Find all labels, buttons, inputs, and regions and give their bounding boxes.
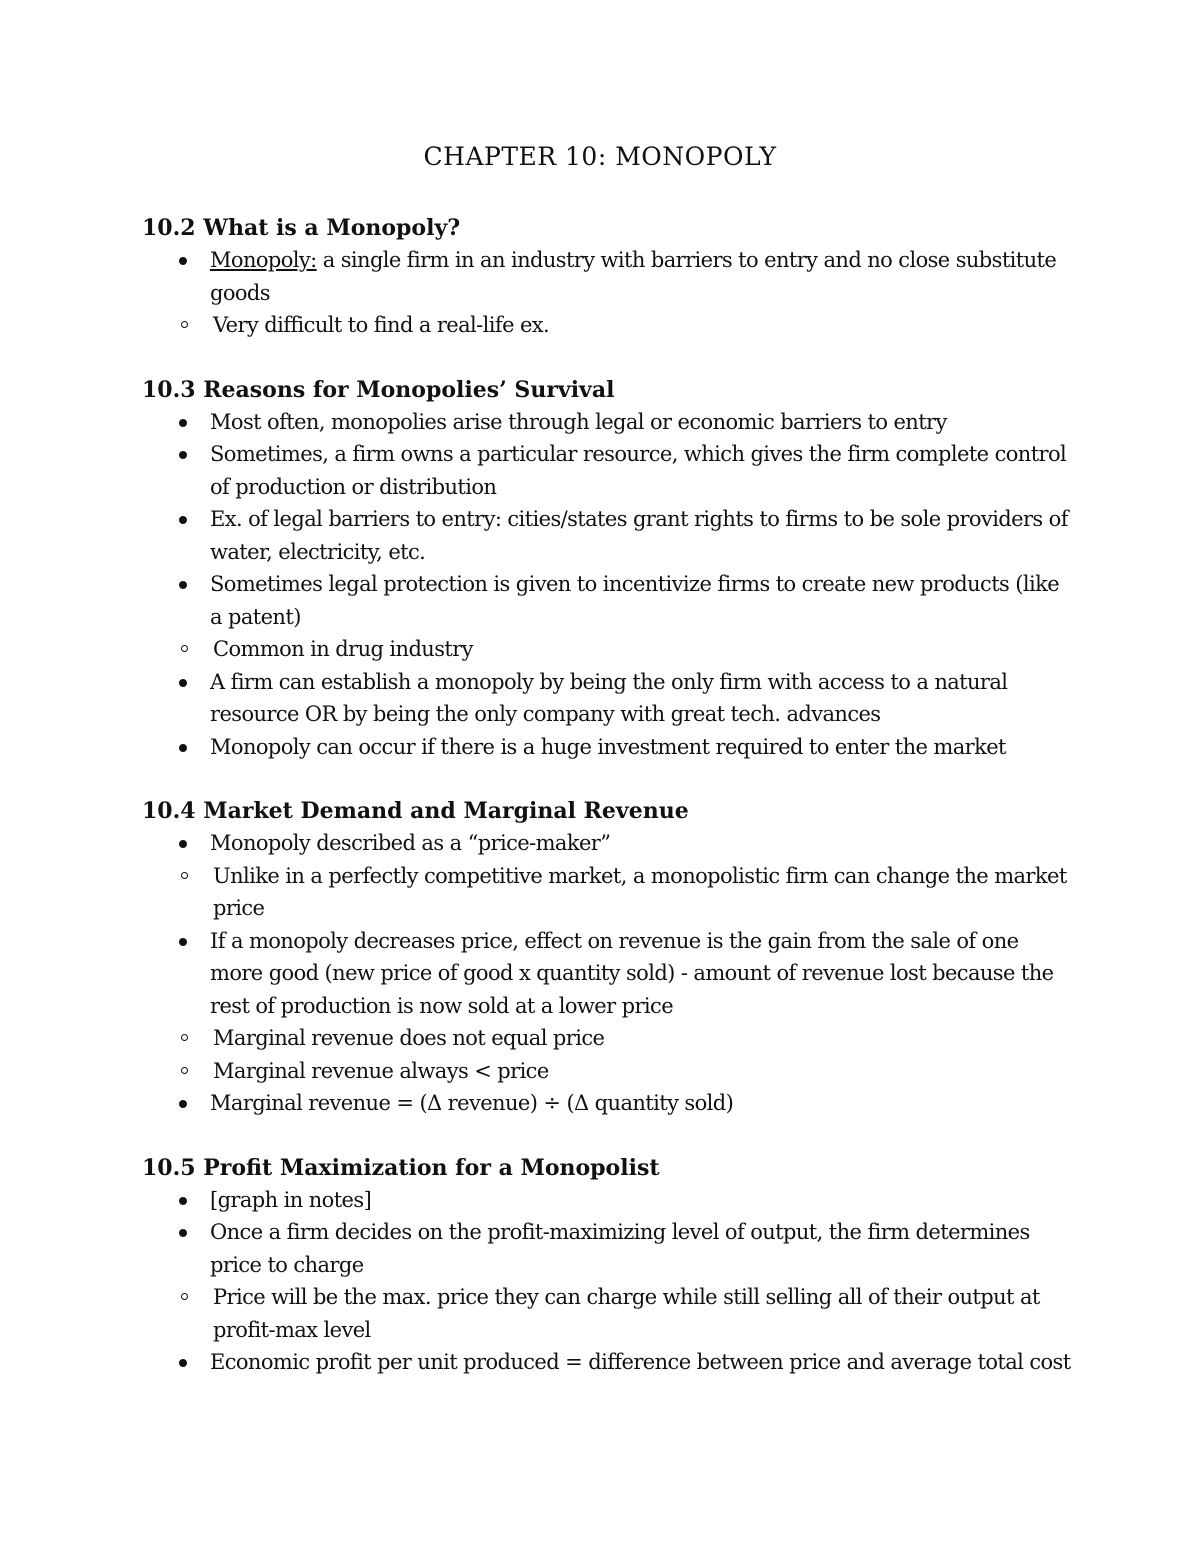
- bullet-item: [graph in notes]: [142, 1184, 1072, 1217]
- bullet-item: Ex. of legal barriers to entry: cities/states grant rights to firms to be sole providers of water, electricity, etc.: [142, 503, 1072, 568]
- bullet-item: Once a firm decides on the profit-maximizing level of output, the firm determines price to charge: [142, 1216, 1072, 1281]
- term-label: Monopoly:: [210, 248, 317, 272]
- bullet-list: [142, 244, 1072, 342]
- section-profit-maximization: [142, 1152, 1072, 1379]
- section-heading: 10.3 Reasons for Monopolies’ Survival: [142, 376, 615, 403]
- bullet-item: Most often, monopolies arise through legal or economic barriers to entry: [142, 406, 1072, 439]
- sub-bullet-item: Unlike in a perfectly competitive market, a monopolistic firm can change the market price: [142, 860, 1072, 925]
- section-heading: 10.2 What is a Monopoly?: [142, 215, 461, 241]
- document-body: [142, 212, 1072, 1411]
- bullet-text: a single firm in an industry with barriers to entry and no close substitute goods: [210, 248, 1057, 305]
- sub-bullet-item: Price will be the max. price they can charge while still selling all of their output at profit-max level: [142, 1281, 1072, 1346]
- section-reasons-survival: [142, 374, 1072, 764]
- bullet-list: [142, 406, 1072, 764]
- sub-bullet-item: Marginal revenue does not equal price: [142, 1022, 1072, 1055]
- bullet-item: Sometimes, a firm owns a particular resource, which gives the firm complete control of production or distribution: [142, 438, 1072, 503]
- section-what-is-monopoly: [142, 212, 1072, 342]
- section-heading: 10.4 Market Demand and Marginal Revenue: [142, 798, 689, 824]
- bullet-item: If a monopoly decreases price, effect on revenue is the gain from the sale of one more good (new price of good x quantity sold) - amount of revenue lost because the rest of production is now sold at a lower price: [142, 925, 1072, 1023]
- bullet-item: Marginal revenue = (Δ revenue) ÷ (Δ quantity sold): [142, 1087, 1072, 1120]
- page-title: CHAPTER 10: MONOPOLY: [423, 142, 777, 171]
- section-heading: 10.5 Profit Maximization for a Monopolist: [142, 1154, 660, 1181]
- bullet-item: A firm can establish a monopoly by being the only firm with access to a natural resource OR by being the only company with great tech. advances: [142, 666, 1072, 731]
- sub-bullet-item: Common in drug industry: [142, 633, 1072, 666]
- bullet-list: [142, 1184, 1072, 1379]
- section-market-demand: [142, 795, 1072, 1120]
- bullet-item: Economic profit per unit produced = difference between price and average total cost: [142, 1346, 1072, 1379]
- bullet-item: [142, 244, 1072, 309]
- bullet-item: Sometimes legal protection is given to incentivize firms to create new products (like a patent): [142, 568, 1072, 633]
- bullet-item: Monopoly described as a “price-maker”: [142, 827, 1072, 860]
- sub-bullet-item: Very difficult to find a real-life ex.: [142, 309, 1072, 342]
- bullet-item: Monopoly can occur if there is a huge investment required to enter the market: [142, 731, 1072, 764]
- bullet-list: [142, 827, 1072, 1120]
- sub-bullet-item: Marginal revenue always < price: [142, 1055, 1072, 1088]
